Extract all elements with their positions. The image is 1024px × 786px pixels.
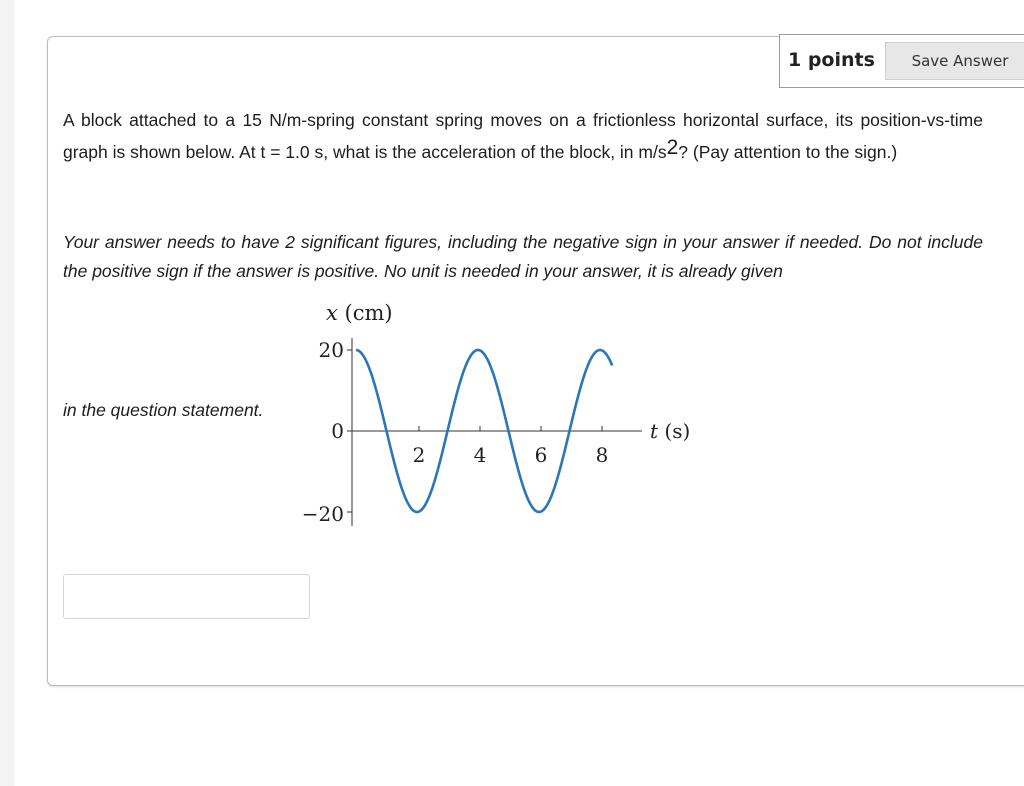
x-tick-label-4: 4: [473, 443, 487, 467]
x-tick-label-6: 6: [534, 443, 548, 467]
question-text-tail: ? (Pay attention to the sign.): [678, 142, 898, 162]
y-axis-label: x (cm): [326, 301, 393, 325]
position-time-graph: [290, 290, 700, 535]
question-superscript: 2: [666, 136, 679, 159]
x-axis-label: t (s): [650, 419, 691, 443]
points-label: 1 points: [788, 49, 875, 71]
question-text-main: A block attached to a 15 N/m-spring constant spring moves on a frictionless horizontal surface, its position-vs-time graph is shown below. At t = 1.0 s, what is the acceleration of the block, in m/s: [63, 110, 983, 162]
question-header: [779, 34, 1024, 88]
y-tick-label-0: 0: [331, 419, 344, 443]
answer-instructions: Your answer needs to have 2 significant figures, including the negative sign in your answer if needed. Do not include the positive sign if the answer is positive. No unit is needed in your answer, it is already given: [63, 232, 983, 281]
answer-input[interactable]: [63, 574, 310, 619]
y-tick-label-20: 20: [318, 338, 344, 362]
page-margin: [0, 0, 14, 786]
save-answer-button[interactable]: Save Answer: [885, 42, 1024, 80]
y-tick-label-neg20: −20: [301, 502, 344, 526]
question-text: [63, 104, 983, 168]
answer-instructions-tail: in the question statement.: [63, 400, 264, 420]
x-tick-label-8: 8: [595, 443, 609, 467]
x-tick-label-2: 2: [412, 443, 426, 467]
